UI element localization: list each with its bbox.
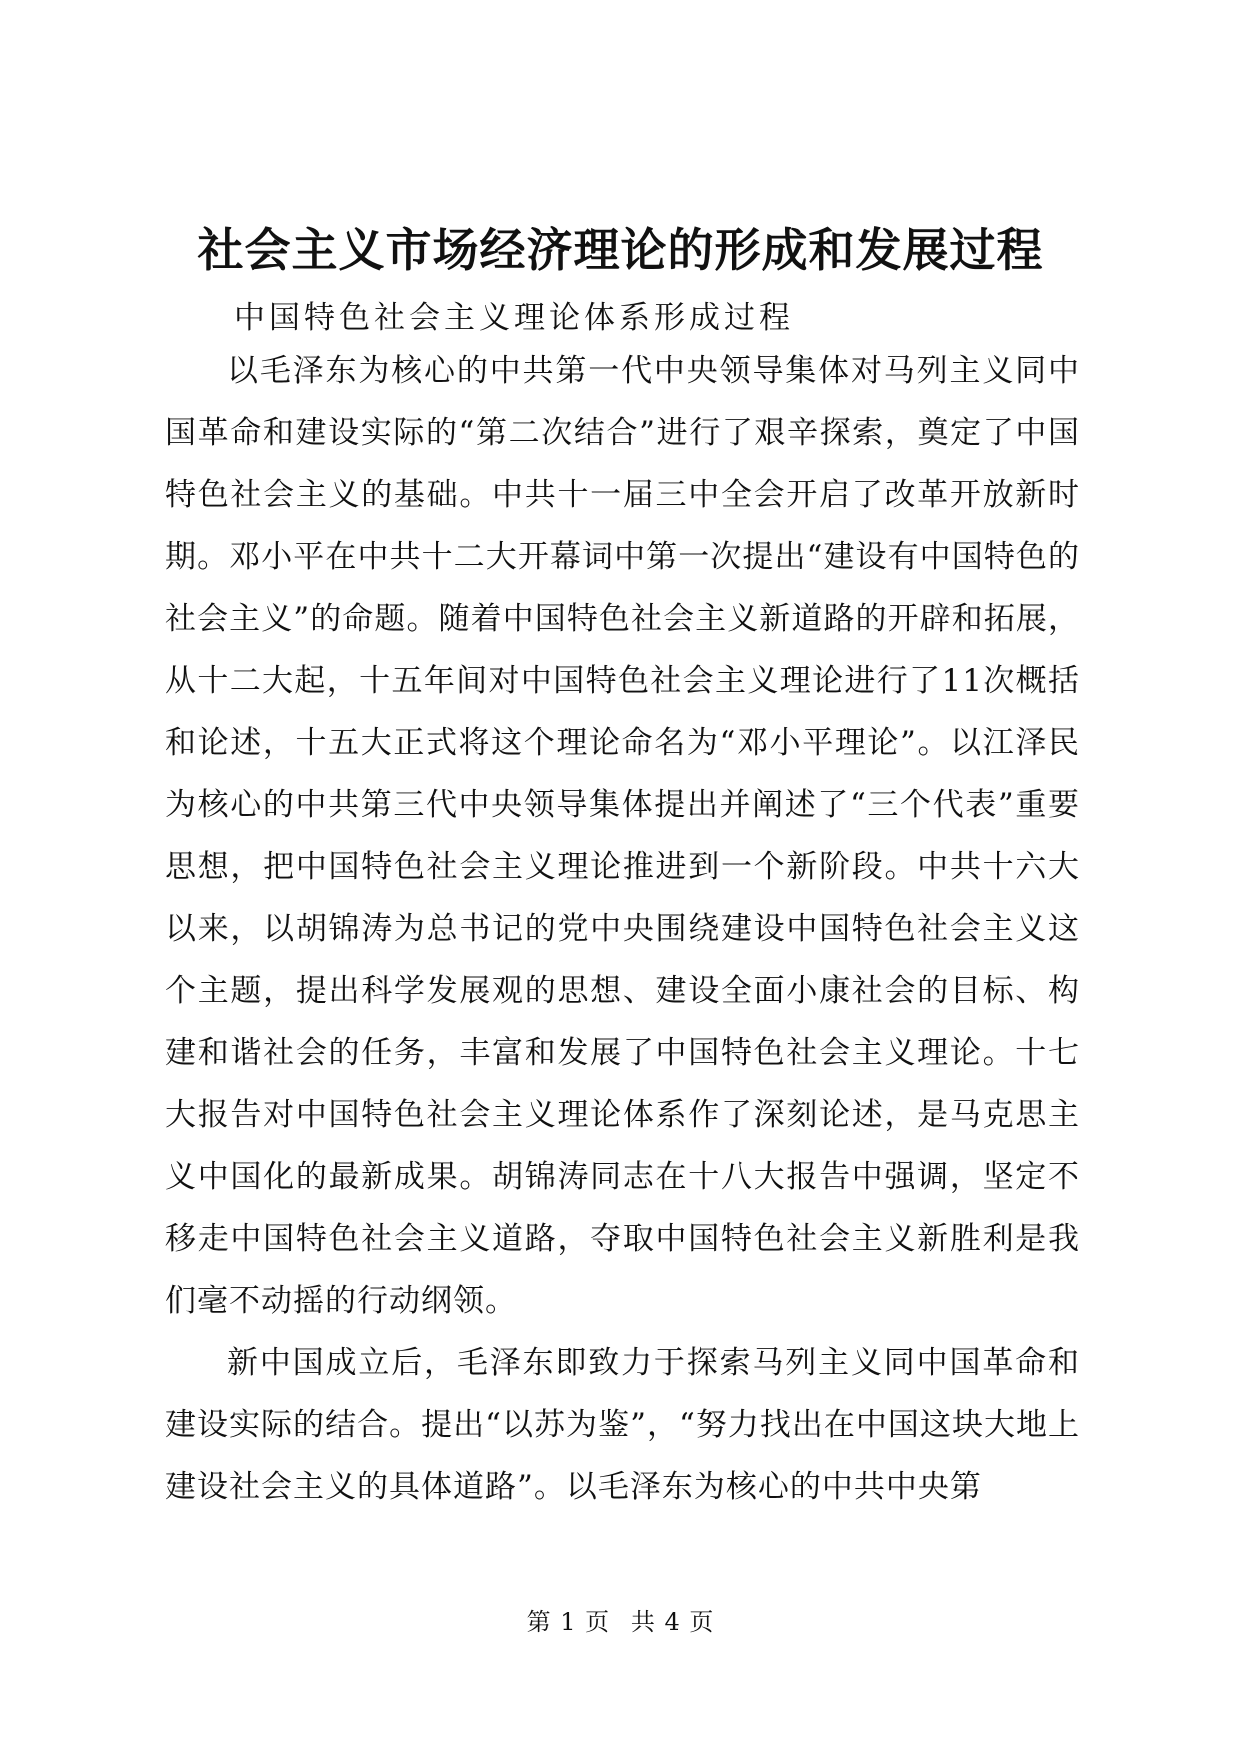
document-title: 社会主义市场经济理论的形成和发展过程 (197, 223, 1044, 277)
page-number: 第 1 页 (526, 1608, 611, 1636)
document-body (165, 340, 1080, 1518)
page-footer (0, 1606, 1241, 1638)
paragraph: 以毛泽东为核心的中共第一代中央领导集体对马列主义同中国革命和建设实际的“第二次结合”进行了艰辛探索，奠定了中国特色社会主义的基础。中共十一届三中全会开启了改革开放新时期。邓小平在中共十二大开幕词中第一次提出“建设有中国特色的社会主义”的命题。随着中国特色社会主义新道路的开辟和拓展，从十二大起，十五年间对中国特色社会主义理论进行了11次概括和论述，十五大正式将这个理论命名为“邓小平理论”。以江泽民为核心的中共第三代中央领导集体提出并阐述了“三个代表”重要思想，把中国特色社会主义理论推进到一个新阶段。中共十六大以来，以胡锦涛为总书记的党中央围绕建设中国特色社会主义这个主题，提出科学发展观的思想、建设全面小康社会的目标、构建和谐社会的任务，丰富和发展了中国特色社会主义理论。十七大报告对中国特色社会主义理论体系作了深刻论述，是马克思主义中国化的最新成果。胡锦涛同志在十八大报告中强调，坚定不移走中国特色社会主义道路，夺取中国特色社会主义新胜利是我们毫不动摇的行动纲领。 (165, 353, 1080, 1319)
page-total: 共 4 页 (630, 1608, 715, 1636)
paragraph: 新中国成立后，毛泽东即致力于探索马列主义同中国革命和建设实际的结合。提出“以苏为鉴”，“努力找出在中国这块大地上建设社会主义的具体道路”。以毛泽东为核心的中共中央第 (165, 1345, 1080, 1505)
document-subtitle: 中国特色社会主义理论体系形成过程 (234, 300, 794, 336)
